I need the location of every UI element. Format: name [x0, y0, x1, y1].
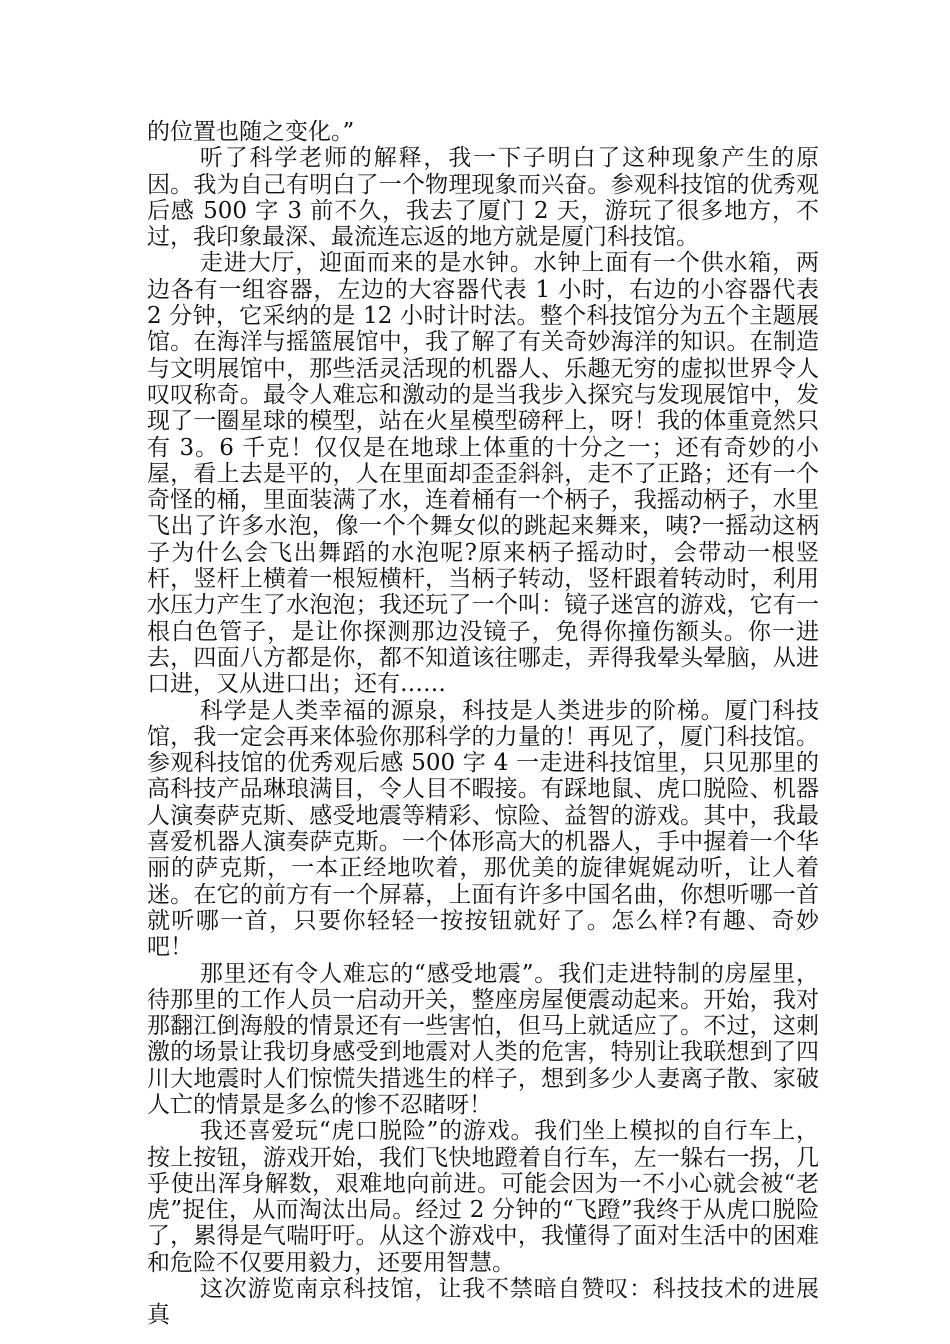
paragraph-science-happiness: 科学是人类幸福的源泉，科技是人类进步的阶梯。厦门科技馆，我一定会再来体验你那科学的力量的！再见了，厦门科技馆。参观科技馆的优秀观后感 500 字 4 一走进科技馆里，只见那里的高科技产品琳琅满目，令人目不暇接。有踩地鼠、虎口脱险、机器人演奏萨克斯、感受地震等精彩、惊险、益智的游戏。其中，我最喜爱机器人演奏萨克斯。一个体形高大的机器人，手中握着一个华丽的萨克斯，一本正经地吹着，那优美的旋律娓娓动听，让人着迷。在它的前方有一个屏幕，上面有许多中国名曲，你想听哪一首就听哪一首，只要你轻轻一按按钮就好了。怎么样?有趣、奇妙吧！: [147, 697, 819, 961]
paragraph-nanjing-visit: 这次游览南京科技馆，让我不禁暗自赞叹：科技技术的进展真: [147, 1276, 819, 1329]
paragraph-science-teacher: 听了科学老师的解释，我一下子明白了这种现象产生的原因。我为自己有明白了一个物理现象而兴奋。参观科技馆的优秀观后感 500 字 3 前不久，我去了厦门 2 天，游玩了很多地方，不过，我印象最深、最流连忘返的地方就是厦门科技馆。: [147, 145, 819, 251]
paragraph-tiger-escape: 我还喜爱玩“虎口脱险”的游戏。我们坐上模拟的自行车上，按上按钮，游戏开始，我们飞快地蹬着自行车，左一躲右一拐，几乎使出浑身解数，艰难地向前进。可能会因为一不小心就会被“老虎”捉住，从而淘汰出局。经过 2 分钟的“飞蹬”我终于从虎口脱险了，累得是气喘吁吁。从这个游戏中，我懂得了面对生活中的困难和危险不仅要用毅力，还要用智慧。: [147, 1118, 819, 1276]
paragraph-earthquake: 那里还有令人难忘的“感受地震”。我们走进特制的房屋里，待那里的工作人员一启动开关，整座房屋便震动起来。开始，我对那翻江倒海般的情景还有一些害怕，但马上就适应了。不过，这刺激的场景让我切身感受到地震对人类的危害，特别让我联想到了四川大地震时人们惊慌失措逃生的样子，想到多少人妻离子散、家破人亡的情景是多么的惨不忍睹呀！: [147, 960, 819, 1118]
paragraph-water-clock: 走进大厅，迎面而来的是水钟。水钟上面有一个供水箱，两边各有一组容器，左边的大容器代表 1 小时，右边的小容器代表 2 分钟，它采纳的是 12 小时计时法。整个科技馆分为五个主题展馆。在海洋与摇篮展馆中，我了解了有关奇妙海洋的知识。在制造与文明展馆中，那些活灵活现的机器人、乐趣无穷的虚拟世界令人叹叹称奇。最令人难忘和激动的是当我步入探究与发现展馆中，发现了一圈星球的模型，站在火星模型磅秤上，呀！我的体重竟然只有 3。6 千克！仅仅是在地球上体重的十分之一；还有奇妙的小屋，看上去是平的，人在里面却歪歪斜斜，走不了正路；还有一个奇怪的桶，里面装满了水，连着桶有一个柄子，我摇动柄子，水里飞出了许多水泡，像一个个舞女似的跳起来舞来，咦?一摇动这柄子为什么会飞出舞蹈的水泡呢?原来柄子摇动时，会带动一根竖杆，竖杆上横着一根短横杆，当柄子转动，竖杆跟着转动时，利用水压力产生了水泡泡；我还玩了一个叫：镜子迷宫的游戏，它有一根白色管子，是让你探测那边没镜子，免得你撞伤额头。你一进去，四面八方都是你，都不知道该往哪走，弄得我晕头晕脑，从进口进，又从进口出；还有……: [147, 250, 819, 698]
paragraph-continuation: 的位置也随之变化。”: [147, 119, 355, 145]
document-body: [147, 119, 819, 1329]
